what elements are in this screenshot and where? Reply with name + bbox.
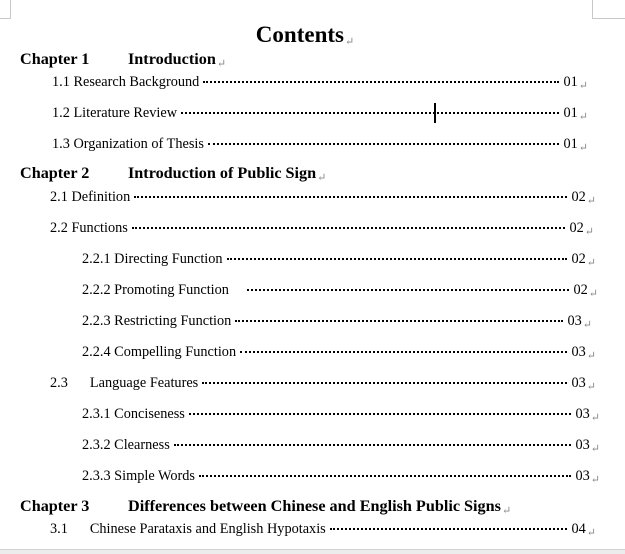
paragraph-mark-icon: ↵	[578, 111, 588, 123]
page-number: 03	[571, 375, 586, 391]
entry-label	[82, 282, 243, 299]
entry-page	[571, 189, 596, 206]
entry-label	[82, 251, 223, 268]
dot-leader	[189, 413, 572, 415]
paragraph-mark-icon: ↵	[590, 443, 600, 455]
page-number: 01	[563, 136, 578, 152]
dot-leader	[202, 382, 567, 384]
paragraph-mark-icon: ↵	[590, 474, 600, 486]
chapter-title: Introduction of Public Sign	[128, 164, 317, 182]
page-number: 01	[563, 105, 578, 121]
entry-text: Functions	[71, 220, 128, 236]
page-number: 03	[575, 406, 590, 422]
entry-page	[567, 313, 592, 330]
chapter-title: Differences between Chinese and English Public Signs	[128, 497, 501, 515]
toc-entry-2-3-1[interactable]	[82, 406, 600, 423]
entry-text: Literature Review	[73, 105, 178, 121]
entry-text: Directing Function	[114, 251, 223, 267]
entry-label	[82, 344, 236, 361]
paragraph-mark-icon: ↵	[586, 257, 596, 269]
entry-label	[82, 468, 195, 485]
entry-label	[50, 521, 326, 538]
entry-label	[50, 375, 198, 392]
paragraph-mark-icon: ↵	[584, 226, 594, 238]
entry-number: 3.1	[50, 521, 68, 537]
title-text: Contents	[255, 22, 344, 47]
toc-chapter-3[interactable]	[20, 497, 511, 516]
paragraph-mark-icon: ↵	[582, 319, 592, 331]
entry-text: Definition	[71, 189, 131, 205]
entry-number: 1.2	[52, 105, 70, 121]
entry-page	[571, 375, 596, 392]
entry-page	[575, 406, 600, 423]
chapter-title: Introduction	[128, 50, 216, 68]
paragraph-mark-icon: ↵	[586, 350, 596, 362]
dot-leader	[330, 528, 568, 530]
dot-leader	[174, 444, 572, 446]
entry-number: 2.2.3	[82, 313, 111, 329]
entry-number: 1.1	[52, 74, 70, 90]
toc-entry-2-2-4[interactable]	[82, 344, 596, 361]
toc-entry-1-1[interactable]	[52, 74, 588, 91]
entry-text: Language Features	[89, 375, 199, 391]
dot-leader	[235, 320, 563, 322]
entry-label	[82, 437, 170, 454]
entry-text: Chinese Parataxis and English Hypotaxis	[89, 521, 326, 537]
entry-number: 2.2.4	[82, 344, 111, 360]
paragraph-mark-icon: ↵	[588, 288, 598, 300]
dot-leader	[227, 258, 568, 260]
entry-text: Promoting Function	[114, 282, 229, 298]
page-number: 03	[575, 437, 590, 453]
paragraph-mark-icon: ↵	[586, 195, 596, 207]
toc-chapter-2[interactable]	[20, 164, 326, 183]
chapter-number: Chapter 1	[20, 50, 90, 68]
entry-label	[50, 189, 130, 206]
entry-number: 2.2	[50, 220, 68, 236]
entry-number: 2.3	[50, 375, 68, 391]
text-cursor	[434, 103, 436, 123]
page-number: 02	[569, 220, 584, 236]
entry-number: 2.3.1	[82, 406, 111, 422]
paragraph-mark-icon: ↵	[317, 172, 327, 184]
page-number: 02	[573, 282, 588, 298]
entry-label	[82, 313, 231, 330]
paragraph-mark-icon: ↵	[578, 80, 588, 92]
entry-number: 2.1	[50, 189, 68, 205]
crop-mark-top-right	[592, 0, 625, 19]
toc-chapter-1[interactable]	[20, 50, 226, 69]
toc-entry-2-2[interactable]	[50, 220, 594, 237]
entry-number: 1.3	[52, 136, 70, 152]
entry-page	[563, 105, 588, 122]
toc-entry-1-2[interactable]	[52, 105, 588, 122]
entry-page	[571, 344, 596, 361]
paragraph-mark-icon: ↵	[578, 142, 588, 154]
dot-leader	[208, 143, 560, 145]
dot-leader	[181, 112, 559, 114]
page-number: 01	[563, 74, 578, 90]
entry-page	[573, 282, 598, 299]
entry-number: 2.2.1	[82, 251, 111, 267]
dot-leader	[199, 475, 572, 477]
contents-title	[0, 22, 610, 48]
page-number: 04	[571, 521, 586, 537]
page-number: 03	[575, 468, 590, 484]
page-number: 02	[571, 251, 586, 267]
dot-leader	[132, 227, 566, 229]
entry-page	[575, 437, 600, 454]
entry-label	[52, 105, 177, 122]
entry-text: Compelling Function	[114, 344, 237, 360]
paragraph-mark-icon: ↵	[216, 58, 227, 70]
chapter-number: Chapter 3	[20, 497, 90, 515]
toc-entry-1-3[interactable]	[52, 136, 588, 153]
entry-number: 2.2.2	[82, 282, 111, 298]
toc-entry-2-2-2[interactable]	[82, 282, 598, 299]
page-number: 03	[571, 344, 586, 360]
entry-label	[52, 74, 199, 91]
chapter-number: Chapter 2	[20, 164, 90, 182]
page-number: 02	[571, 189, 586, 205]
toc-entry-2-2-1[interactable]	[82, 251, 596, 268]
entry-text: Research Background	[73, 74, 200, 90]
entry-text: Organization of Thesis	[73, 136, 204, 152]
toc-entry-3-1[interactable]	[50, 521, 596, 538]
toc-entry-2-2-3[interactable]	[82, 313, 592, 330]
entry-page	[569, 220, 594, 237]
paragraph-mark-icon: ↵	[586, 527, 596, 539]
toc-entry-2-3[interactable]	[50, 375, 596, 392]
crop-mark-top-left	[0, 0, 11, 19]
page-bottom-edge	[0, 549, 625, 554]
dot-leader	[247, 289, 570, 291]
entry-page	[571, 251, 596, 268]
entry-number: 2.3.2	[82, 437, 111, 453]
paragraph-mark-icon: ↵	[586, 381, 596, 393]
entry-label	[50, 220, 128, 237]
paragraph-mark-icon: ↵	[501, 505, 512, 517]
entry-page	[571, 521, 596, 538]
entry-label	[52, 136, 204, 153]
entry-text: Simple Words	[114, 468, 195, 484]
paragraph-mark-icon: ↵	[344, 36, 355, 48]
page-number: 03	[567, 313, 582, 329]
entry-number: 2.3.3	[82, 468, 111, 484]
toc-entry-2-1[interactable]	[50, 189, 596, 206]
entry-text: Restricting Function	[114, 313, 232, 329]
dot-leader	[134, 196, 567, 198]
entry-text: Clearness	[114, 437, 170, 453]
entry-page	[575, 468, 600, 485]
dot-leader	[203, 81, 559, 83]
dot-leader	[240, 351, 567, 353]
entry-label	[82, 406, 185, 423]
toc-entry-2-3-2[interactable]	[82, 437, 600, 454]
entry-page	[563, 74, 588, 91]
entry-text: Conciseness	[114, 406, 185, 422]
entry-page	[563, 136, 588, 153]
toc-entry-2-3-3[interactable]	[82, 468, 600, 485]
paragraph-mark-icon: ↵	[590, 412, 600, 424]
